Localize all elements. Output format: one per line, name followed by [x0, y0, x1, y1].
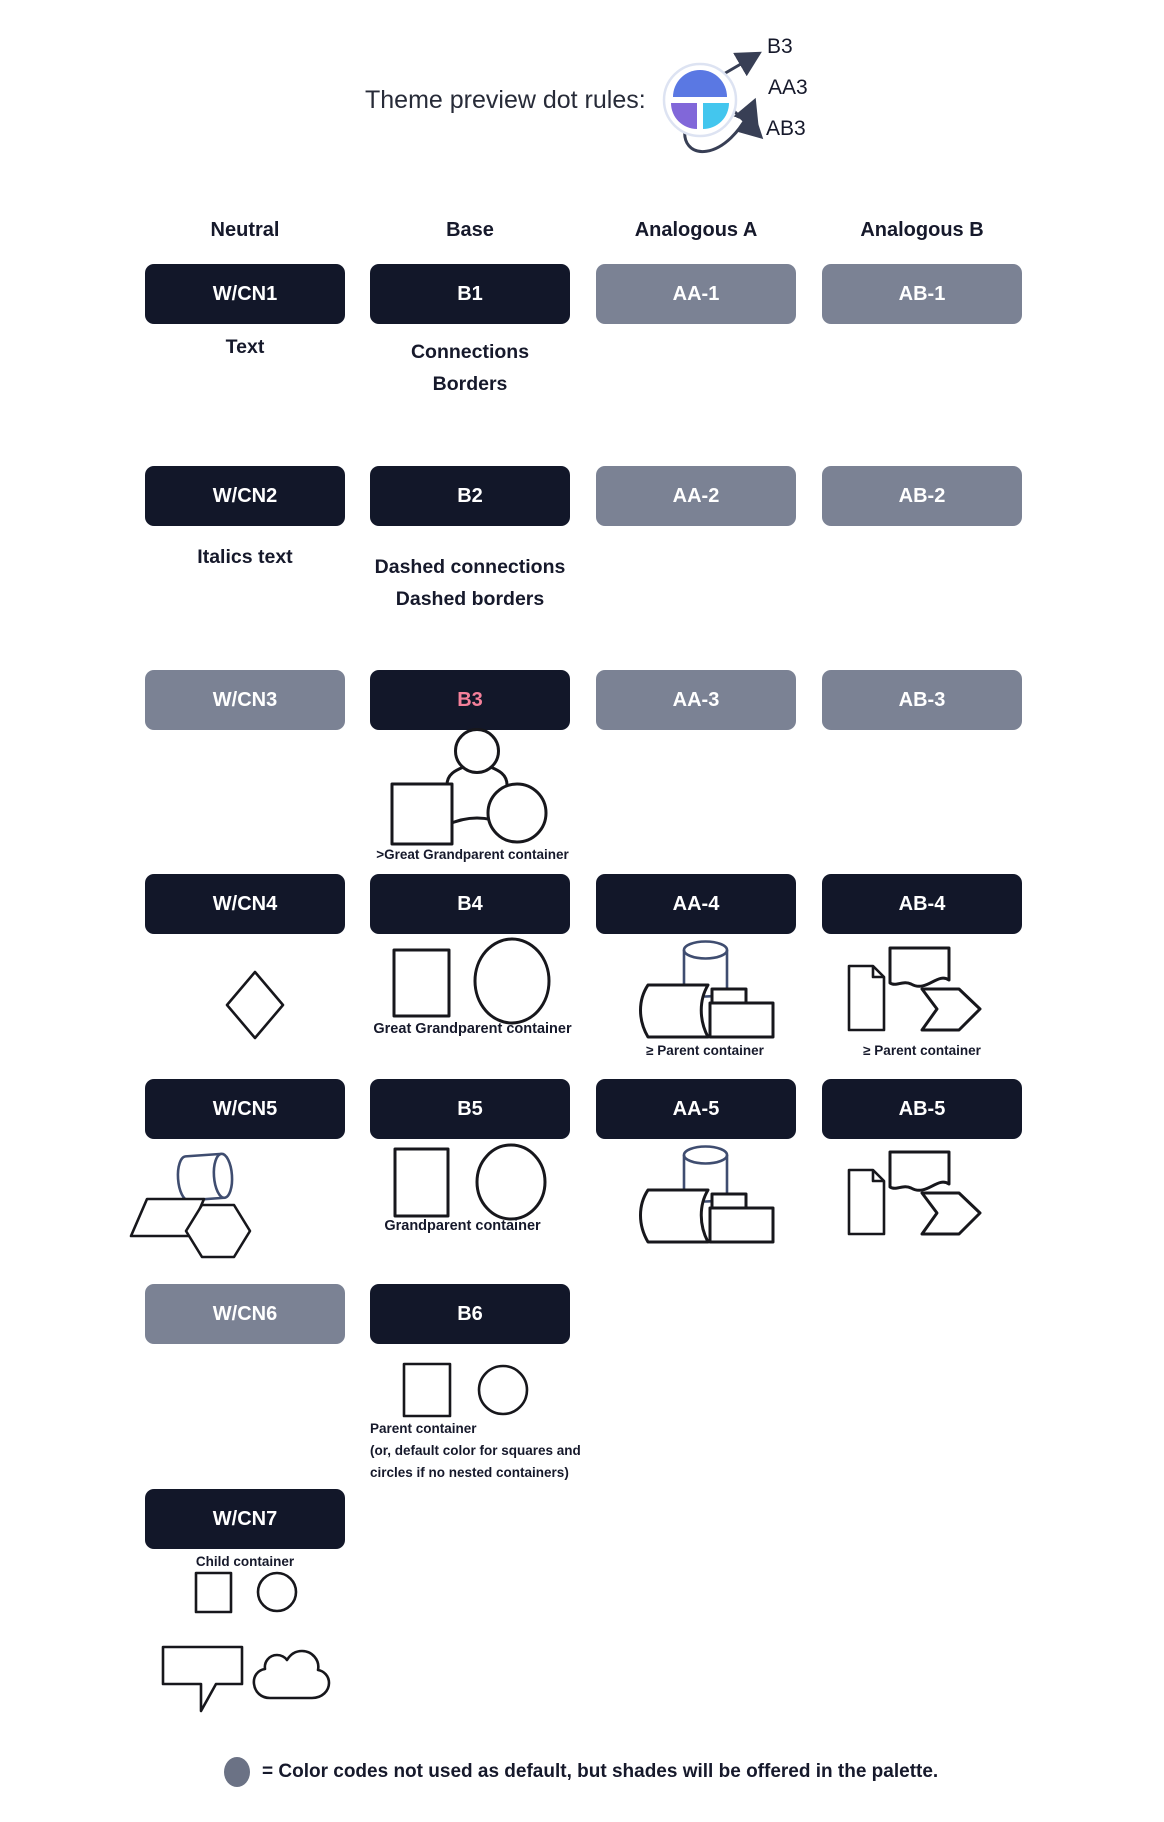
circle-shape — [488, 784, 546, 842]
swatch-w-cn4: W/CN4 — [145, 874, 345, 934]
swatch-aa-4: AA-4 — [596, 874, 796, 934]
swatch-aa-5: AA-5 — [596, 1079, 796, 1139]
folder-body-shape — [710, 1208, 773, 1242]
cylinder-top-shape — [684, 1147, 727, 1164]
swatch-w-cn1: W/CN1 — [145, 264, 345, 324]
caption-parent-ge-aa4: ≥ Parent container — [646, 1043, 764, 1058]
legend-dot-figure — [222, 1756, 252, 1788]
ab4-shape-cluster — [847, 946, 987, 1036]
caption-dashed-connections: Dashed connections — [374, 556, 566, 578]
caption-grandparent: Grandparent container — [384, 1218, 541, 1234]
cloud-shape — [254, 1651, 329, 1698]
caption-parent-line2: (or, default color for squares and — [370, 1443, 581, 1458]
swatch-b5: B5 — [370, 1079, 570, 1139]
dot-label-aa3: AA3 — [768, 76, 808, 99]
aa5-shape-cluster — [634, 1145, 779, 1247]
caption-dashed-borders: Dashed borders — [395, 588, 545, 610]
caption-parent-line1: Parent container — [370, 1421, 477, 1436]
swatch-w-cn3: W/CN3 — [145, 670, 345, 730]
square-shape — [395, 1149, 448, 1216]
swatch-ab-5: AB-5 — [822, 1079, 1022, 1139]
swatch-ab-4: AB-4 — [822, 874, 1022, 934]
page-dogear-shape — [849, 966, 884, 1030]
w-cn5-shape-cluster — [131, 1150, 256, 1262]
caption-connections: Connections — [410, 341, 530, 363]
caption-great-grandparent: Great Grandparent container — [373, 1021, 572, 1037]
square-shape — [196, 1573, 231, 1612]
caption-italics-text: Italics text — [197, 546, 293, 568]
diamond-shape — [227, 972, 283, 1038]
dot-label-b3: B3 — [767, 35, 793, 58]
swatch-b3: B3 — [370, 670, 570, 730]
square-shape — [394, 950, 449, 1016]
page-dogear-shape — [849, 1170, 884, 1234]
column-header-analogous-a: Analogous A — [634, 219, 758, 241]
legend-gray-dot — [224, 1757, 250, 1787]
dot-label-ab3: AB3 — [766, 117, 806, 140]
caption-text: Text — [225, 336, 265, 358]
swatch-ab-2: AB-2 — [822, 466, 1022, 526]
swatch-w-cn7: W/CN7 — [145, 1489, 345, 1549]
wavy-document-shape — [890, 1152, 949, 1190]
ellipse-shape — [477, 1145, 545, 1219]
person-head-shape — [456, 730, 499, 773]
b3-shape-cluster — [370, 723, 555, 848]
column-header-base: Base — [446, 219, 494, 241]
swatch-aa-3: AA-3 — [596, 670, 796, 730]
swatch-w-cn6: W/CN6 — [145, 1284, 345, 1344]
circle-shape — [479, 1366, 527, 1414]
ellipse-shape — [475, 939, 549, 1023]
swatch-ab-3: AB-3 — [822, 670, 1022, 730]
square-shape — [404, 1364, 450, 1416]
square-shape — [392, 784, 452, 844]
theme-dot-figure — [560, 18, 880, 178]
folder-body-shape — [710, 1003, 773, 1037]
caption-parent-ge-ab4: ≥ Parent container — [863, 1043, 981, 1058]
horizontal-cylinder-shape — [177, 1153, 234, 1201]
swatch-b1: B1 — [370, 264, 570, 324]
w-cn7-shape-cluster — [194, 1571, 304, 1615]
swatch-w-cn5: W/CN5 — [145, 1079, 345, 1139]
cylinder-top-shape — [684, 942, 727, 959]
wavy-document-shape — [890, 948, 949, 986]
stored-data-shape — [641, 1190, 709, 1242]
caption-child-container: Child container — [195, 1554, 295, 1569]
circle-shape — [258, 1573, 296, 1611]
swatch-b6: B6 — [370, 1284, 570, 1344]
legend-text: = Color codes not used as default, but shades will be offered in the palette. — [262, 1761, 939, 1782]
swatch-ab-1: AB-1 — [822, 264, 1022, 324]
swatch-b4: B4 — [370, 874, 570, 934]
b5-shape-cluster — [393, 1144, 553, 1224]
swatch-b2: B2 — [370, 466, 570, 526]
swatch-w-cn2: W/CN2 — [145, 466, 345, 526]
stored-data-shape — [641, 985, 709, 1037]
ab5-shape-cluster — [847, 1150, 987, 1240]
swatch-aa-1: AA-1 — [596, 264, 796, 324]
b4-shape-cluster — [392, 937, 557, 1027]
caption-great-grandparent-gt: >Great Grandparent container — [376, 847, 569, 862]
w-cn4-shape-cluster — [225, 971, 285, 1039]
column-header-analogous-b: Analogous B — [860, 219, 984, 241]
caption-parent-line3: circles if no nested containers) — [370, 1465, 569, 1480]
aa4-shape-cluster — [634, 940, 779, 1042]
caption-borders: Borders — [432, 373, 508, 395]
chevron-banner-shape — [922, 1193, 980, 1234]
page-title: Theme preview dot rules: — [365, 86, 646, 114]
chevron-banner-shape — [922, 989, 980, 1030]
bubble-cloud-cluster — [161, 1645, 336, 1715]
column-header-neutral: Neutral — [210, 219, 280, 241]
swatch-aa-2: AA-2 — [596, 466, 796, 526]
b6-shape-cluster — [402, 1362, 537, 1418]
speech-bubble-shape — [163, 1647, 242, 1711]
